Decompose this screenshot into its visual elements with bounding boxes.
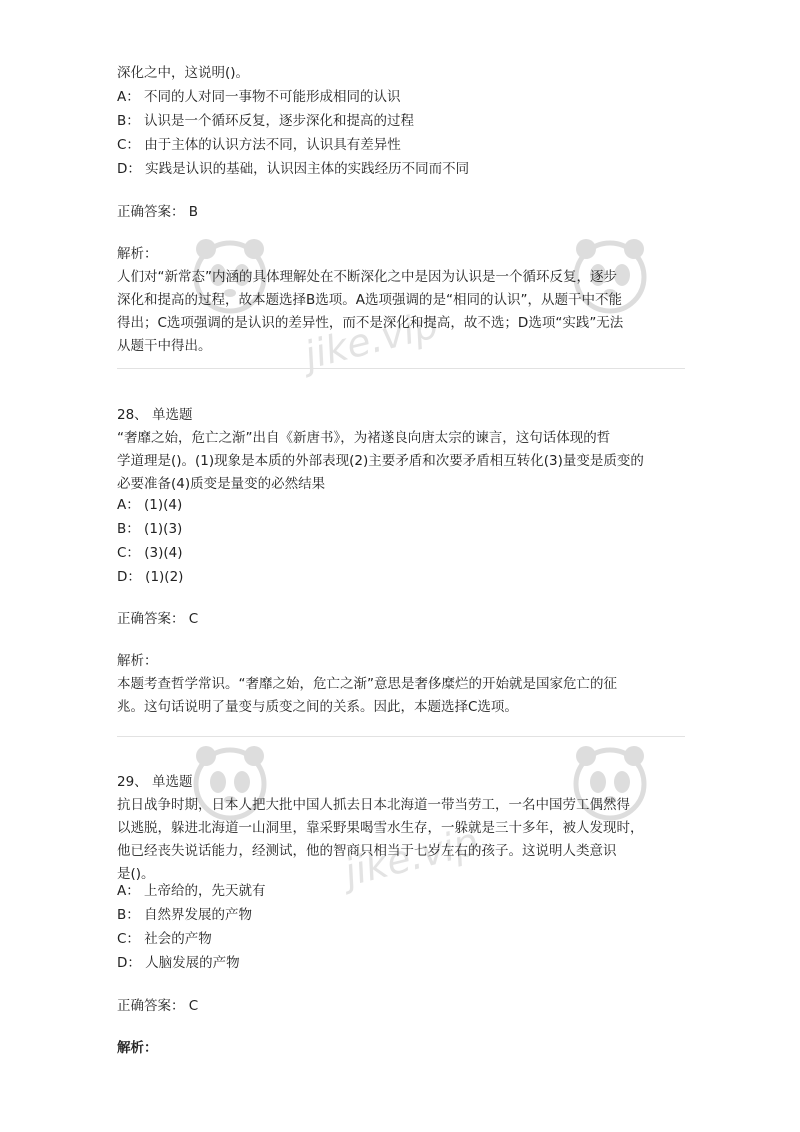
option-b: B： 认识是一个循环反复，逐步深化和提高的过程 bbox=[117, 113, 415, 129]
analysis-label: 解析： bbox=[117, 1040, 158, 1056]
watermark-panda-logo: jike.vip bbox=[190, 742, 470, 892]
analysis-line: 本题考查哲学常识。“奢靡之始，危亡之渐”意思是奢侈糜烂的开始就是国家危亡的征 bbox=[117, 676, 617, 692]
correct-answer: 正确答案： C bbox=[117, 611, 199, 627]
question-divider bbox=[117, 736, 685, 737]
analysis-line: 深化和提高的过程，故本题选择B选项。A选项强调的是“相同的认识”，从题干中不能 bbox=[117, 292, 622, 308]
option-c: C： (3)(4) bbox=[117, 545, 183, 561]
stem-line: “奢靡之始，危亡之渐”出自《新唐书》，为褚遂良向唐太宗的谏言，这句话体现的哲 bbox=[117, 430, 611, 446]
option-a: A： (1)(4) bbox=[117, 497, 183, 513]
analysis-text bbox=[117, 266, 692, 358]
option-a: A： 上帝给的，先天就有 bbox=[117, 883, 266, 899]
analysis-label: 解析： bbox=[117, 653, 158, 669]
option-d: D： 实践是认识的基础，认识因主体的实践经历不同而不同 bbox=[117, 161, 470, 177]
stem-line: 必要准备(4)质变是量变的必然结果 bbox=[117, 476, 326, 492]
question-stem bbox=[117, 794, 692, 886]
analysis-label: 解析： bbox=[117, 246, 158, 262]
analysis-text bbox=[117, 673, 692, 719]
watermark-panda-logo: jike.vip bbox=[190, 235, 450, 375]
stem-line: 以逃脱，躲进北海道一山洞里，靠采野果喝雪水生存，一躲就是三十多年，被人发现时， bbox=[117, 820, 644, 836]
option-c: C： 社会的产物 bbox=[117, 931, 212, 947]
analysis-line: 得出；C选项强调的是认识的差异性，而不是深化和提高，故不选；D选项“实践”无法 bbox=[117, 315, 624, 331]
option-c: C： 由于主体的认识方法不同，认识具有差异性 bbox=[117, 137, 401, 153]
correct-answer: 正确答案： B bbox=[117, 204, 199, 220]
stem-line: 他已经丧失说话能力，经测试，他的智商只相当于七岁左右的孩子。这说明人类意识 bbox=[117, 843, 617, 859]
analysis-line: 兆。这句话说明了量变与质变之间的关系。因此，本题选择C选项。 bbox=[117, 699, 518, 715]
question-stem bbox=[117, 427, 692, 496]
option-d: D： (1)(2) bbox=[117, 569, 184, 585]
stem-line: 学道理是()。(1)现象是本质的外部表现(2)主要矛盾和次要矛盾相互转化(3)量变是质变的 bbox=[117, 453, 644, 469]
option-a: A： 不同的人对同一事物不可能形成相同的认识 bbox=[117, 89, 401, 105]
stem-line: 抗日战争时期，日本人把大批中国人抓去日本北海道一带当劳工，一名中国劳工偶然得 bbox=[117, 797, 630, 813]
option-d: D： 人脑发展的产物 bbox=[117, 955, 240, 971]
option-b: B： 自然界发展的产物 bbox=[117, 907, 253, 923]
option-b: B： (1)(3) bbox=[117, 521, 183, 537]
question-header: 29、 单选题 bbox=[117, 774, 193, 790]
analysis-line: 人们对“新常态”内涵的具体理解处在不断深化之中是因为认识是一个循环反复，逐步 bbox=[117, 269, 617, 285]
analysis-line: 从题干中得出。 bbox=[117, 338, 212, 354]
stem-line: 是()。 bbox=[117, 866, 155, 882]
correct-answer: 正确答案： C bbox=[117, 998, 199, 1014]
question-header: 28、 单选题 bbox=[117, 407, 193, 423]
question-stem: 深化之中，这说明()。 bbox=[117, 65, 250, 81]
question-divider bbox=[117, 368, 685, 369]
